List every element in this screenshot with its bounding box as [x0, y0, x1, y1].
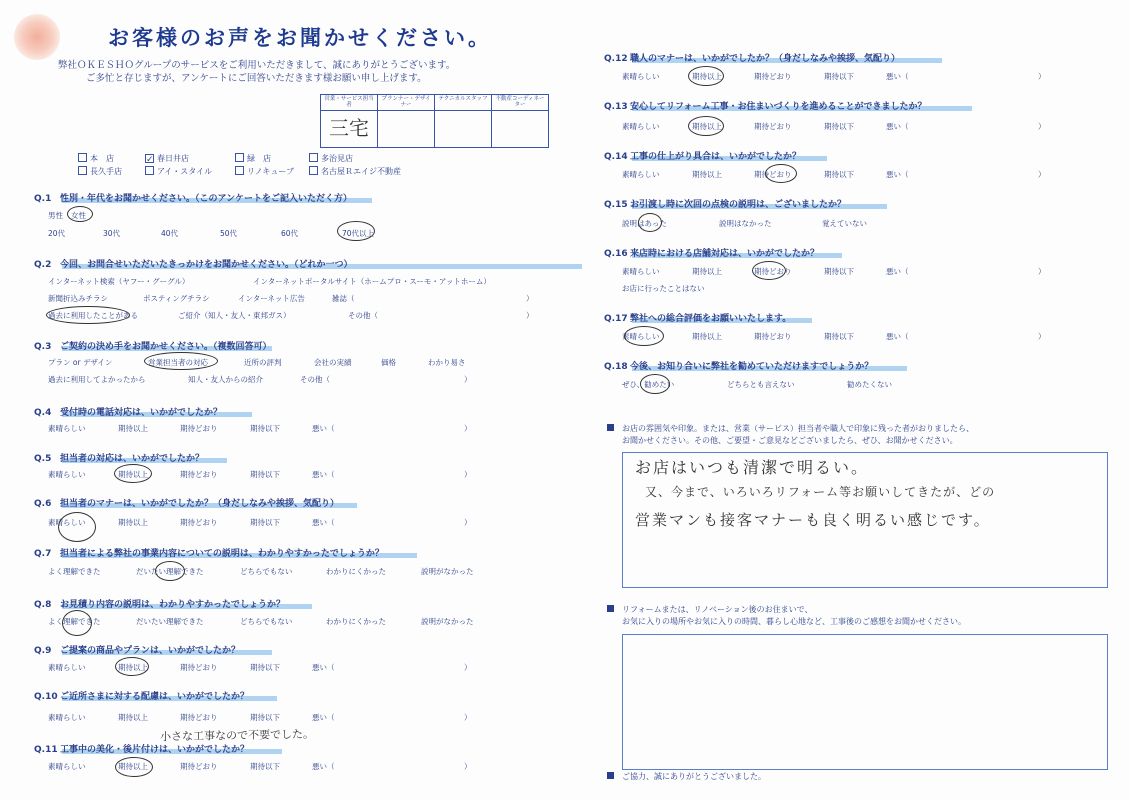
staff-planner-cell[interactable] [378, 111, 435, 148]
staff-header-realestate: 不動産コーディネーター [492, 95, 549, 111]
question-q1: Q.1 性別・年代をお聞かせください。（このアンケートをご記入いただく方） [34, 194, 352, 204]
seal-stamp [14, 14, 60, 60]
option[interactable]: 悪い（ [312, 424, 335, 433]
option[interactable]: 素晴らしい [622, 122, 660, 131]
answer-circle [115, 757, 153, 777]
answer-circle [752, 261, 786, 280]
option[interactable]: 期待以下 [250, 470, 280, 479]
option[interactable]: 素晴らしい [622, 267, 660, 276]
bracket-close: ） [464, 713, 472, 722]
bracket-close: ） [464, 518, 472, 527]
staff-table [320, 94, 549, 148]
checkbox-icon [235, 153, 244, 162]
option[interactable]: 素晴らしい [622, 332, 660, 341]
question-q11: Q.11 工事中の美化・後片付けは、いかがでしたか？ [34, 745, 250, 755]
staff-realestate-cell[interactable] [492, 111, 549, 148]
option[interactable]: 期待以下 [824, 332, 854, 341]
option[interactable]: ぜひ、勧めたい [622, 380, 675, 389]
question-q17: Q.17 弊社への総合評価をお願いいたします。 [604, 314, 792, 324]
option[interactable]: 説明はなかった [719, 219, 772, 228]
option[interactable]: 期待以上 [118, 663, 148, 672]
option[interactable]: 期待以下 [824, 72, 854, 81]
page-title: お客様のお声をお聞かせください。 [108, 26, 492, 50]
option[interactable]: ご紹介（知人・友人・東邦ガス） [178, 311, 291, 320]
intro-line-1: 弊社ＯＫＥＳＨＯグループのサービスをご利用いただきまして、誠にありがとうございます。 [58, 60, 456, 71]
option[interactable]: 価格 [381, 358, 396, 367]
staff-sales-cell[interactable] [321, 111, 378, 148]
option[interactable]: 悪い（ [312, 713, 335, 722]
question-q12: Q.12 職人のマナーは、いかがでしたか？（身だしなみや挨拶、気配り） [604, 54, 901, 64]
option[interactable]: 悪い（ [886, 267, 909, 276]
question-q8: Q.8 お見積り内容の説明は、わかりやすかったでしょうか？ [34, 600, 286, 610]
bracket-close: ） [1038, 122, 1046, 131]
bracket-close: ） [464, 663, 472, 672]
staff-header-technical: テクニカルスタッフ [435, 95, 492, 111]
option[interactable]: 近所の評判 [244, 358, 282, 367]
option[interactable]: 期待以下 [250, 713, 280, 722]
option[interactable]: 期待どおり [754, 122, 792, 131]
question-q5: Q.5 担当者の対応は、いかがでしたか？ [34, 454, 205, 464]
option[interactable]: 説明がなかった [421, 567, 474, 576]
answer-circle [62, 610, 92, 636]
option[interactable]: よく理解できた [48, 567, 101, 576]
option-age[interactable]: 20代 [48, 229, 66, 238]
option[interactable]: 素晴らしい [48, 663, 86, 672]
option[interactable]: 期待どおり [180, 663, 218, 672]
option[interactable]: プラン or デザイン [48, 358, 113, 367]
option[interactable]: 期待以上 [118, 518, 148, 527]
checkbox-icon [309, 153, 318, 162]
answer-circle [638, 213, 662, 232]
option[interactable]: 期待以上 [692, 122, 722, 131]
bullet-square-icon [607, 605, 614, 612]
option[interactable]: どちらでもない [240, 617, 293, 626]
answer-circle [144, 352, 218, 370]
option[interactable]: 期待以下 [250, 424, 280, 433]
store-option[interactable]: 名古屋Ｒエイジ不動産 [309, 166, 401, 177]
question-q3: Q.3 ご契約の決め手をお聞かせください。（複数回答可） [34, 342, 272, 352]
option[interactable]: 会社の実績 [314, 358, 352, 367]
bracket-close: ） [526, 294, 534, 303]
answer-circle [115, 657, 149, 676]
option[interactable]: 素晴らしい [48, 470, 86, 479]
comment-box-1[interactable] [622, 452, 1108, 588]
intro-line-2: ご多忙と存じますが、アンケートにご回答いただきます様お願い申し上げます。 [86, 73, 427, 84]
bullet-square-icon [607, 772, 614, 779]
answer-circle [67, 206, 93, 222]
bracket-close: ） [1038, 170, 1046, 179]
closing-message: ご協力、誠にありがとうございました。 [607, 771, 766, 783]
option[interactable]: 期待以上 [118, 470, 148, 479]
option[interactable]: 説明がなかった [421, 617, 474, 626]
staff-header-planner: プランナー・デザイナー [378, 95, 435, 111]
checkbox-icon [78, 153, 87, 162]
question-q4: Q.4 受付時の電話対応は、いかがでしたか？ [34, 408, 223, 418]
option[interactable]: わかりにくかった [326, 617, 386, 626]
store-option[interactable]: アイ・スタイル [145, 166, 212, 177]
option[interactable]: 期待以上 [118, 713, 148, 722]
option[interactable]: 期待どおり [180, 518, 218, 527]
option[interactable]: 期待どおり [180, 762, 218, 771]
option[interactable]: 悪い（ [886, 170, 909, 179]
option[interactable]: 悪い（ [312, 663, 335, 672]
option[interactable]: 悪い（ [886, 72, 909, 81]
option-age[interactable]: 40代 [161, 229, 179, 238]
question-q6: Q.6 担当者のマナーは、いかがでしたか？（身だしなみや挨拶、気配り） [34, 499, 340, 509]
checkbox-icon [145, 166, 154, 175]
handwritten-answer-line-3: 営業マンも接客マナーも良く明るい感じです。 [635, 511, 991, 529]
checkbox-icon [78, 166, 87, 175]
staff-header-sales: 営業・サービス担当者 [321, 95, 378, 111]
handwritten-answer-line-2: 又、今まで、いろいろリフォーム等お願いしてきたが、どの [645, 485, 996, 499]
option[interactable]: よく理解できた [48, 617, 101, 626]
option[interactable]: 期待どおり [180, 713, 218, 722]
answer-circle [640, 374, 670, 394]
option[interactable]: どちらとも言えない [727, 380, 795, 389]
answer-circle [688, 66, 724, 86]
option[interactable]: 期待どおり [180, 470, 218, 479]
store-option[interactable]: 多治見店 [309, 153, 353, 164]
option[interactable]: 過去に利用してよかったから [48, 375, 146, 384]
option[interactable]: 悪い（ [312, 762, 335, 771]
option[interactable]: だいたい理解できた [136, 617, 204, 626]
option[interactable]: インターネット広告 [238, 294, 305, 303]
option[interactable]: わかり易さ [428, 358, 466, 367]
comment-box-2[interactable] [622, 634, 1108, 770]
option[interactable]: ポスティングチラシ [143, 294, 210, 303]
option[interactable]: 素晴らしい [48, 762, 86, 771]
staff-technical-cell[interactable] [435, 111, 492, 148]
question-q14: Q.14 工事の仕上がり具合は、いかがでしたか？ [604, 152, 802, 162]
option[interactable]: 期待以下 [824, 267, 854, 276]
option[interactable]: 期待以上 [692, 332, 722, 341]
question-q15: Q.15 お引渡し時に次回の点検の説明は、ございましたか？ [604, 200, 847, 210]
bracket-close: ） [1038, 267, 1046, 276]
option[interactable]: 勧めたくない [847, 380, 892, 389]
answer-circle [337, 221, 375, 241]
store-option[interactable]: 緑 店 [235, 153, 271, 164]
option[interactable]: 期待どおり [180, 424, 218, 433]
checkbox-icon [235, 166, 244, 175]
question-q13: Q.13 安心してリフォーム工事・お住まいづくりを進めることができましたか？ [604, 102, 927, 112]
option[interactable]: 素晴らしい [48, 424, 86, 433]
option[interactable]: 悪い（ [886, 122, 909, 131]
option[interactable]: 期待どおり [754, 267, 792, 276]
option-age[interactable]: 30代 [103, 229, 121, 238]
handwritten-answer-line-1: お店はいつも清潔で明るい。 [635, 458, 870, 477]
bracket-close: ） [1038, 332, 1046, 341]
option[interactable]: 素晴らしい [622, 72, 660, 81]
staff-sales-name: 三宅 [329, 116, 369, 140]
bracket-close: ） [1038, 72, 1046, 81]
answer-circle [155, 561, 185, 581]
option[interactable]: どちらでもない [240, 567, 293, 576]
option[interactable]: その他（ [348, 311, 378, 320]
option[interactable]: 悪い（ [312, 518, 335, 527]
answer-circle [624, 326, 664, 346]
answer-circle [114, 464, 152, 483]
option[interactable]: 営業担当者の対応 [148, 358, 208, 367]
option[interactable]: その他（ [300, 375, 330, 384]
handwritten-q10-note: 小さな工事なので不要でした。 [159, 727, 315, 744]
store-option[interactable]: 本 店 [78, 153, 114, 164]
question-q18: Q.18 今後、お知り合いに弊社を勧めていただけますでしょうか？ [604, 362, 874, 372]
option-age[interactable]: 70代以上 [342, 229, 375, 238]
option-male[interactable]: 男性 [48, 211, 63, 220]
answer-circle [688, 116, 724, 136]
option[interactable]: インターネット検索（ヤフー・グーグル） [48, 277, 190, 286]
bullet-square-icon [607, 424, 614, 431]
option[interactable]: 悪い（ [886, 332, 909, 341]
question-q10: Q.10 ご近所さまに対する配慮は、いかがでしたか？ [34, 692, 250, 702]
option[interactable]: 期待以下 [250, 762, 280, 771]
store-option[interactable]: リノキューブ [235, 166, 294, 177]
option[interactable]: 期待以上 [118, 762, 148, 771]
option[interactable]: 期待どおり [754, 170, 792, 179]
option[interactable]: 素晴らしい [622, 170, 660, 179]
option[interactable]: 悪い（ [312, 470, 335, 479]
option[interactable]: 覚えていない [822, 219, 867, 228]
bracket-close: ） [464, 762, 472, 771]
option[interactable]: 期待以下 [250, 663, 280, 672]
option[interactable]: 期待以上 [692, 72, 722, 81]
option[interactable]: 雑誌（ [332, 294, 355, 303]
comment-section-2-heading: リフォームまたは、リノベーション後のお住まいで、 お気に入りの場所やお気に入りの時間、暮らし心地など、工事後のご感想をお聞かせください。 [607, 604, 966, 628]
option-age[interactable]: 60代 [281, 229, 299, 238]
question-q7: Q.7 担当者による弊社の事業内容についての説明は、わかりやすかったでしょうか？ [34, 549, 384, 559]
checkbox-checked-icon [145, 154, 154, 163]
answer-circle [46, 306, 130, 324]
store-option[interactable]: 長久手店 [78, 166, 122, 177]
option[interactable]: 期待以上 [692, 267, 722, 276]
option[interactable]: だいたい理解できた [136, 567, 204, 576]
option-age[interactable]: 50代 [220, 229, 238, 238]
answer-circle [58, 512, 96, 542]
option[interactable]: 過去に利用したことがある [48, 311, 138, 320]
option[interactable]: 期待以下 [824, 170, 854, 179]
option[interactable]: 期待どおり [754, 72, 792, 81]
option[interactable]: 期待以下 [824, 122, 854, 131]
option[interactable]: 知人・友人からの紹介 [188, 375, 263, 384]
store-option[interactable]: ✓ 春日井店 [145, 153, 189, 164]
option[interactable]: わかりにくかった [326, 567, 386, 576]
option-female[interactable]: 女性 [71, 211, 86, 220]
option[interactable]: 素晴らしい [48, 713, 86, 722]
option[interactable]: 期待以上 [692, 170, 722, 179]
option[interactable]: 期待どおり [754, 332, 792, 341]
option[interactable]: 期待以上 [118, 424, 148, 433]
option[interactable]: インターネットポータルサイト（ホームプロ・スーモ・アットホーム） [253, 277, 491, 286]
question-q16: Q.16 来店時における店舗対応は、いかがでしたか？ [604, 249, 820, 259]
comment-section-1-heading: お店の雰囲気や印象。または、営業（サービス）担当者や職人で印象に残った者がおりましたら、 お聞かせください。その他、ご要望・ご意見などございましたら、ぜひ、お聞かせください。 [607, 423, 974, 447]
question-q2: Q.2 今回、お問合せいただいたきっかけをお聞かせください。（どれか一つ） [34, 260, 353, 270]
question-q9: Q.9 ご提案の商品やプランは、いかがでしたか？ [34, 646, 241, 656]
checkbox-icon [309, 166, 318, 175]
bracket-close: ） [464, 470, 472, 479]
answer-circle [765, 164, 797, 183]
option[interactable]: お店に行ったことはない [622, 284, 705, 293]
bracket-close: ） [464, 424, 472, 433]
option[interactable]: 素晴らしい [48, 518, 86, 527]
option[interactable]: 期待以下 [250, 518, 280, 527]
bracket-close: ） [526, 311, 534, 320]
option[interactable]: 新聞折込みチラシ [48, 294, 108, 303]
bracket-close: ） [464, 375, 472, 384]
option[interactable]: 説明はあった [622, 219, 667, 228]
